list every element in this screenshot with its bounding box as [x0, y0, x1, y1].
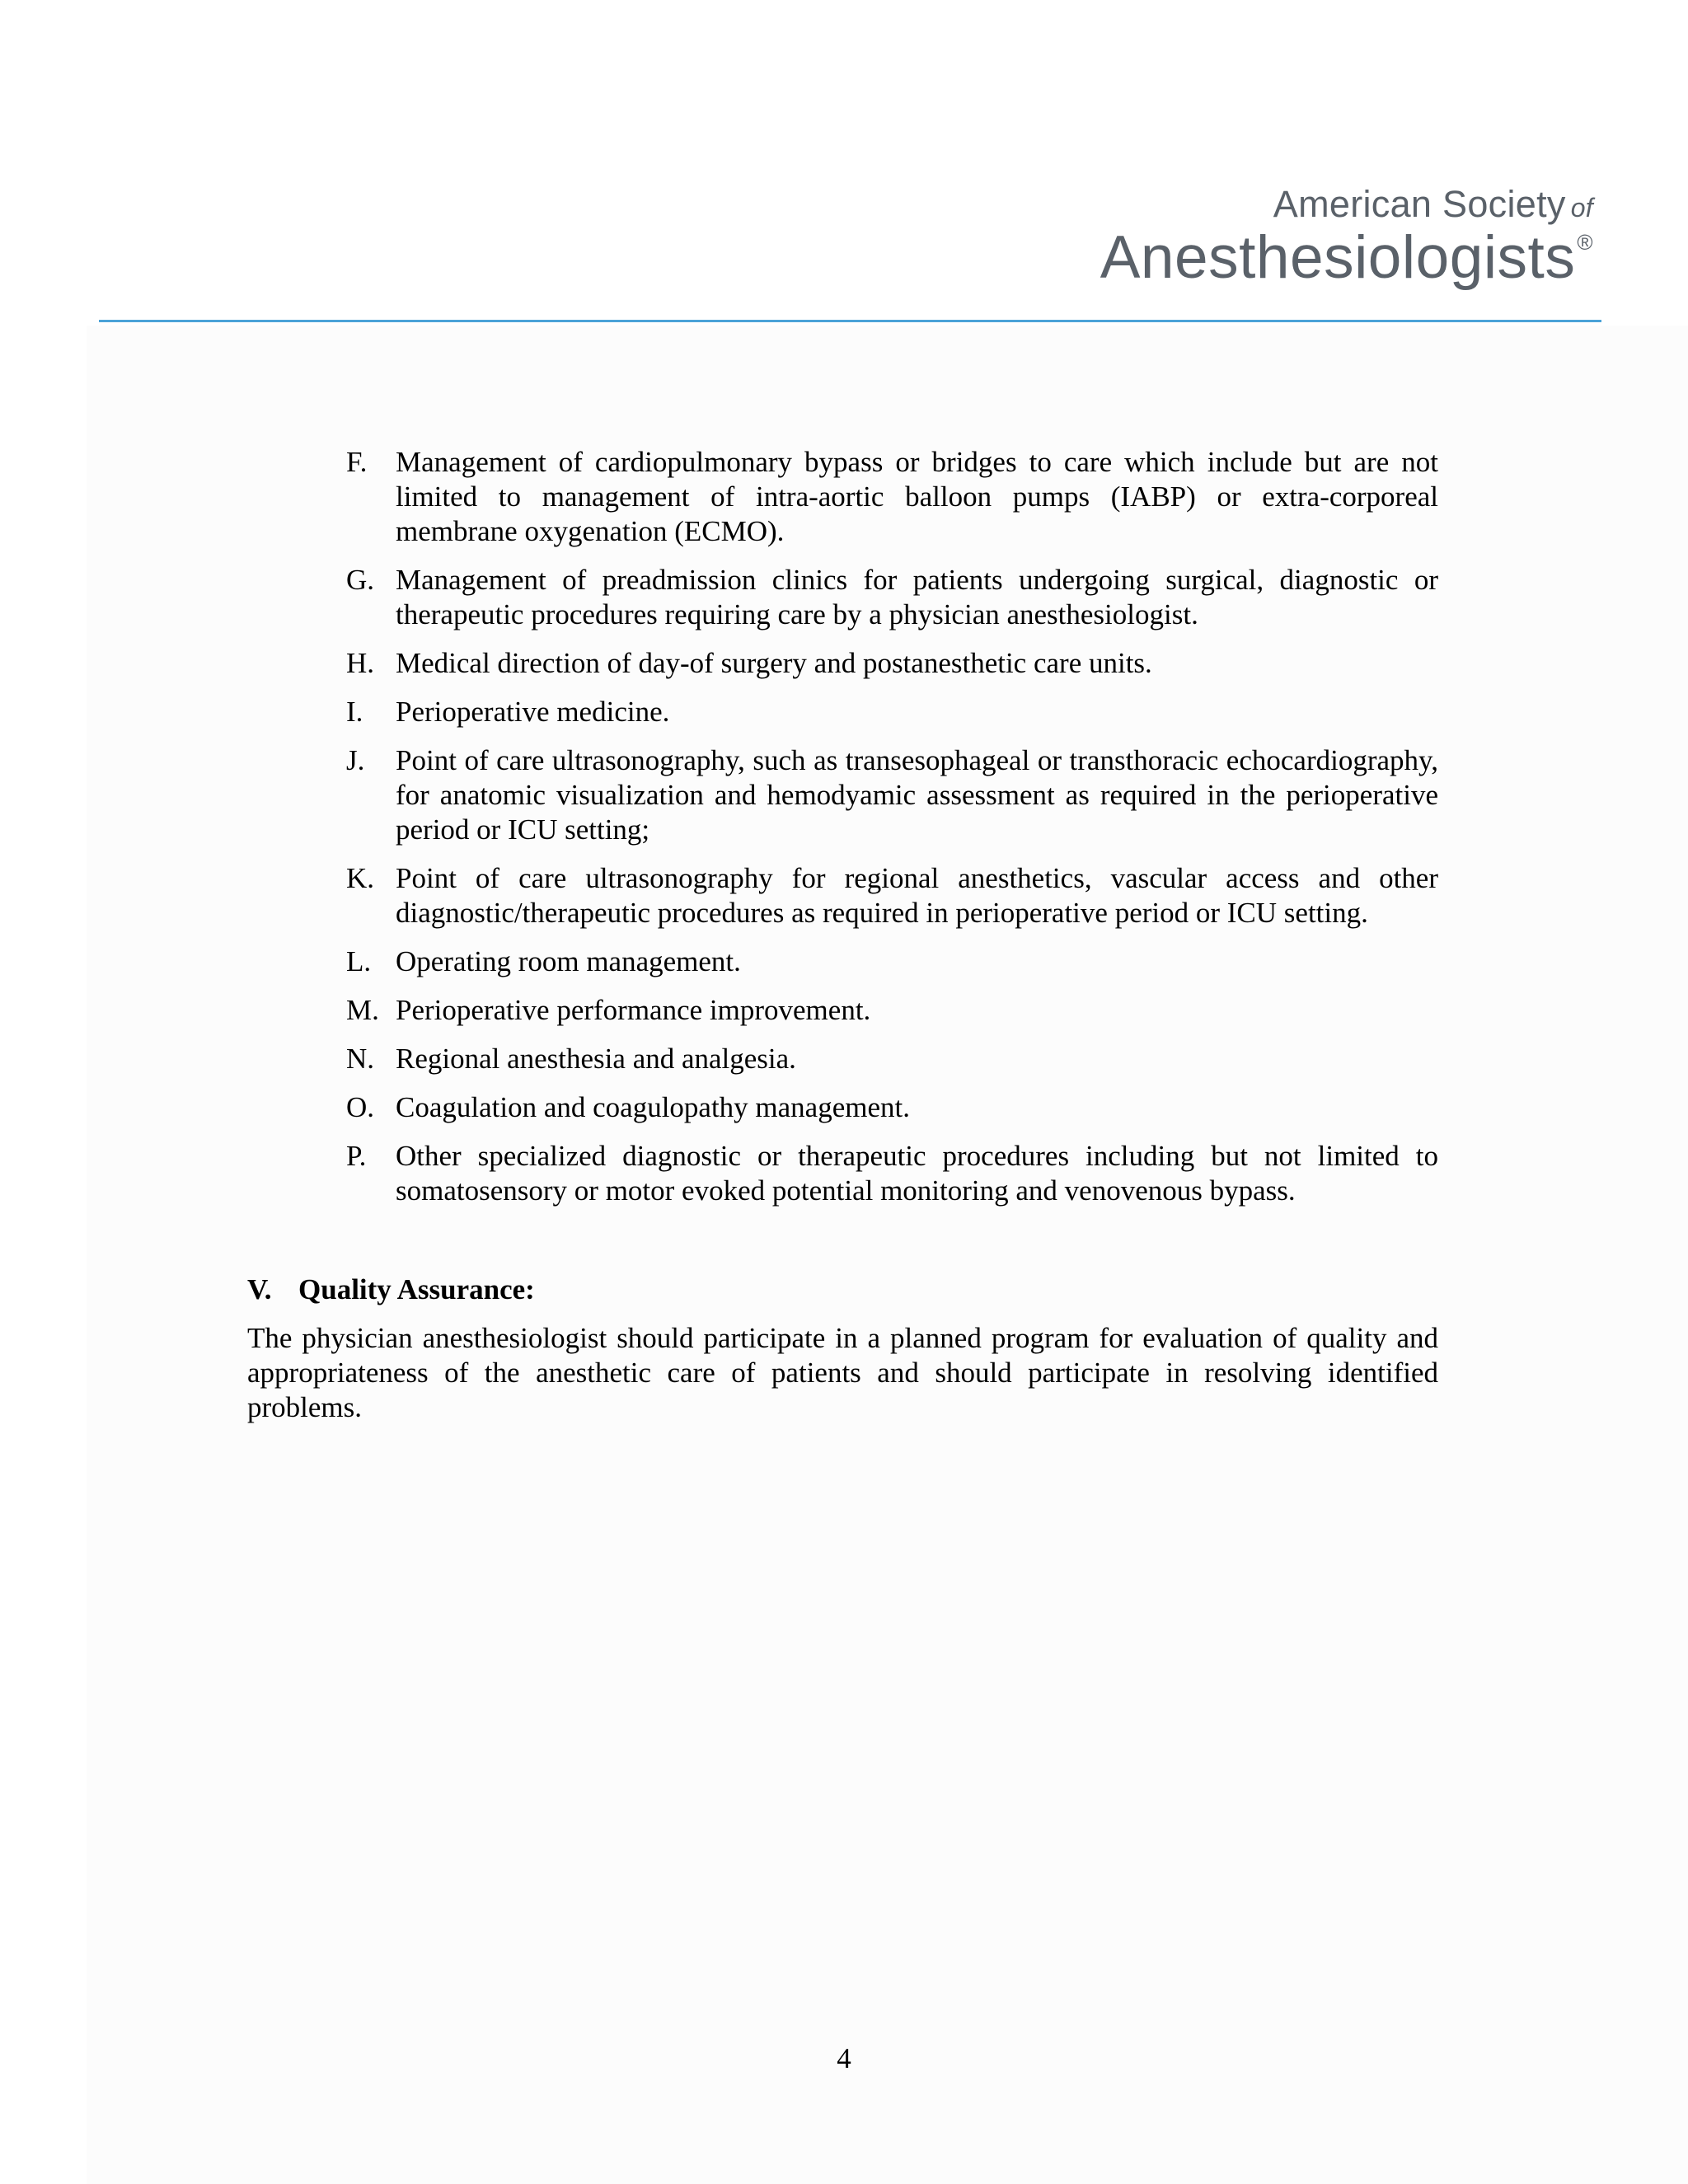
- list-item-letter: I.: [346, 696, 363, 728]
- section-body: The physician anesthesiologist should participate in a planned program for evaluation of quality and appropriateness of the anesthetic care of patients and should participate in resolving identified problems.: [247, 1322, 1438, 1423]
- list-item: [346, 1042, 1438, 1076]
- list-item-text: Operating room management.: [396, 945, 741, 977]
- logo-of-text: of: [1570, 193, 1593, 223]
- list-item: [346, 445, 1438, 549]
- list-item: [346, 695, 1438, 729]
- section-number: V.: [247, 1273, 272, 1305]
- list-item-letter: K.: [346, 862, 375, 894]
- list-item-text: Management of preadmission clinics for patients undergoing surgical, diagnostic or therapeutic procedures requiring care by a physician anesthesiologist.: [396, 564, 1438, 630]
- list-item-letter: L.: [346, 945, 372, 977]
- list-item-letter: P.: [346, 1140, 367, 1172]
- section-title: Quality Assurance:: [298, 1273, 535, 1305]
- asa-logo: [1100, 183, 1593, 291]
- list-item-text: Perioperative performance improvement.: [396, 994, 871, 1026]
- logo-society-text: American Society: [1273, 183, 1566, 225]
- list-item-text: Point of care ultrasonography, such as transesophageal or transthoracic echocardiography, for anatomic visualization and hemodyamic assessment as required in the perioperative period or ICU setting;: [396, 744, 1438, 846]
- list-item-text: Other specialized diagnostic or therapeutic procedures including but not limited to somatosensory or motor evoked potential monitoring and venovenous bypass.: [396, 1140, 1438, 1207]
- list-item-letter: N.: [346, 1043, 375, 1075]
- list-item-letter: F.: [346, 446, 368, 478]
- list-item-text: Point of care ultrasonography for regional anesthetics, vascular access and other diagnostic/therapeutic procedures as required in perioperative period or ICU setting.: [396, 862, 1438, 929]
- services-list: [346, 445, 1438, 1222]
- list-item: [346, 993, 1438, 1028]
- logo-anesthesiologists-text: Anesthesiologists: [1100, 224, 1576, 291]
- logo-line-bottom: [1100, 224, 1593, 291]
- page-number: 4: [837, 2042, 851, 2074]
- list-item: [346, 861, 1438, 930]
- logo-line-top: [1100, 185, 1593, 223]
- list-item: [346, 743, 1438, 847]
- list-item-letter: G.: [346, 564, 375, 596]
- list-item: [346, 1139, 1438, 1208]
- list-item-text: Medical direction of day-of surgery and postanesthetic care units.: [396, 647, 1152, 679]
- list-item-letter: O.: [346, 1091, 375, 1123]
- list-item: [346, 944, 1438, 979]
- list-item-text: Management of cardiopulmonary bypass or bridges to care which include but are not limited to management of intra-aortic balloon pumps (IABP) or extra-corporeal membrane oxygenation (ECMO).: [396, 446, 1438, 547]
- list-item: [346, 1090, 1438, 1125]
- list-item-text: Regional anesthesia and analgesia.: [396, 1043, 796, 1075]
- list-item: [346, 563, 1438, 632]
- registered-mark: ®: [1577, 230, 1593, 255]
- header-divider: [99, 320, 1601, 322]
- section-heading: [247, 1272, 1438, 1307]
- list-item-letter: M.: [346, 994, 379, 1026]
- list-item: [346, 646, 1438, 681]
- list-item-letter: J.: [346, 744, 365, 776]
- list-item-text: Coagulation and coagulopathy management.: [396, 1091, 910, 1123]
- list-item-letter: H.: [346, 647, 375, 679]
- list-item-text: Perioperative medicine.: [396, 696, 670, 728]
- section-quality-assurance: [247, 1272, 1438, 1425]
